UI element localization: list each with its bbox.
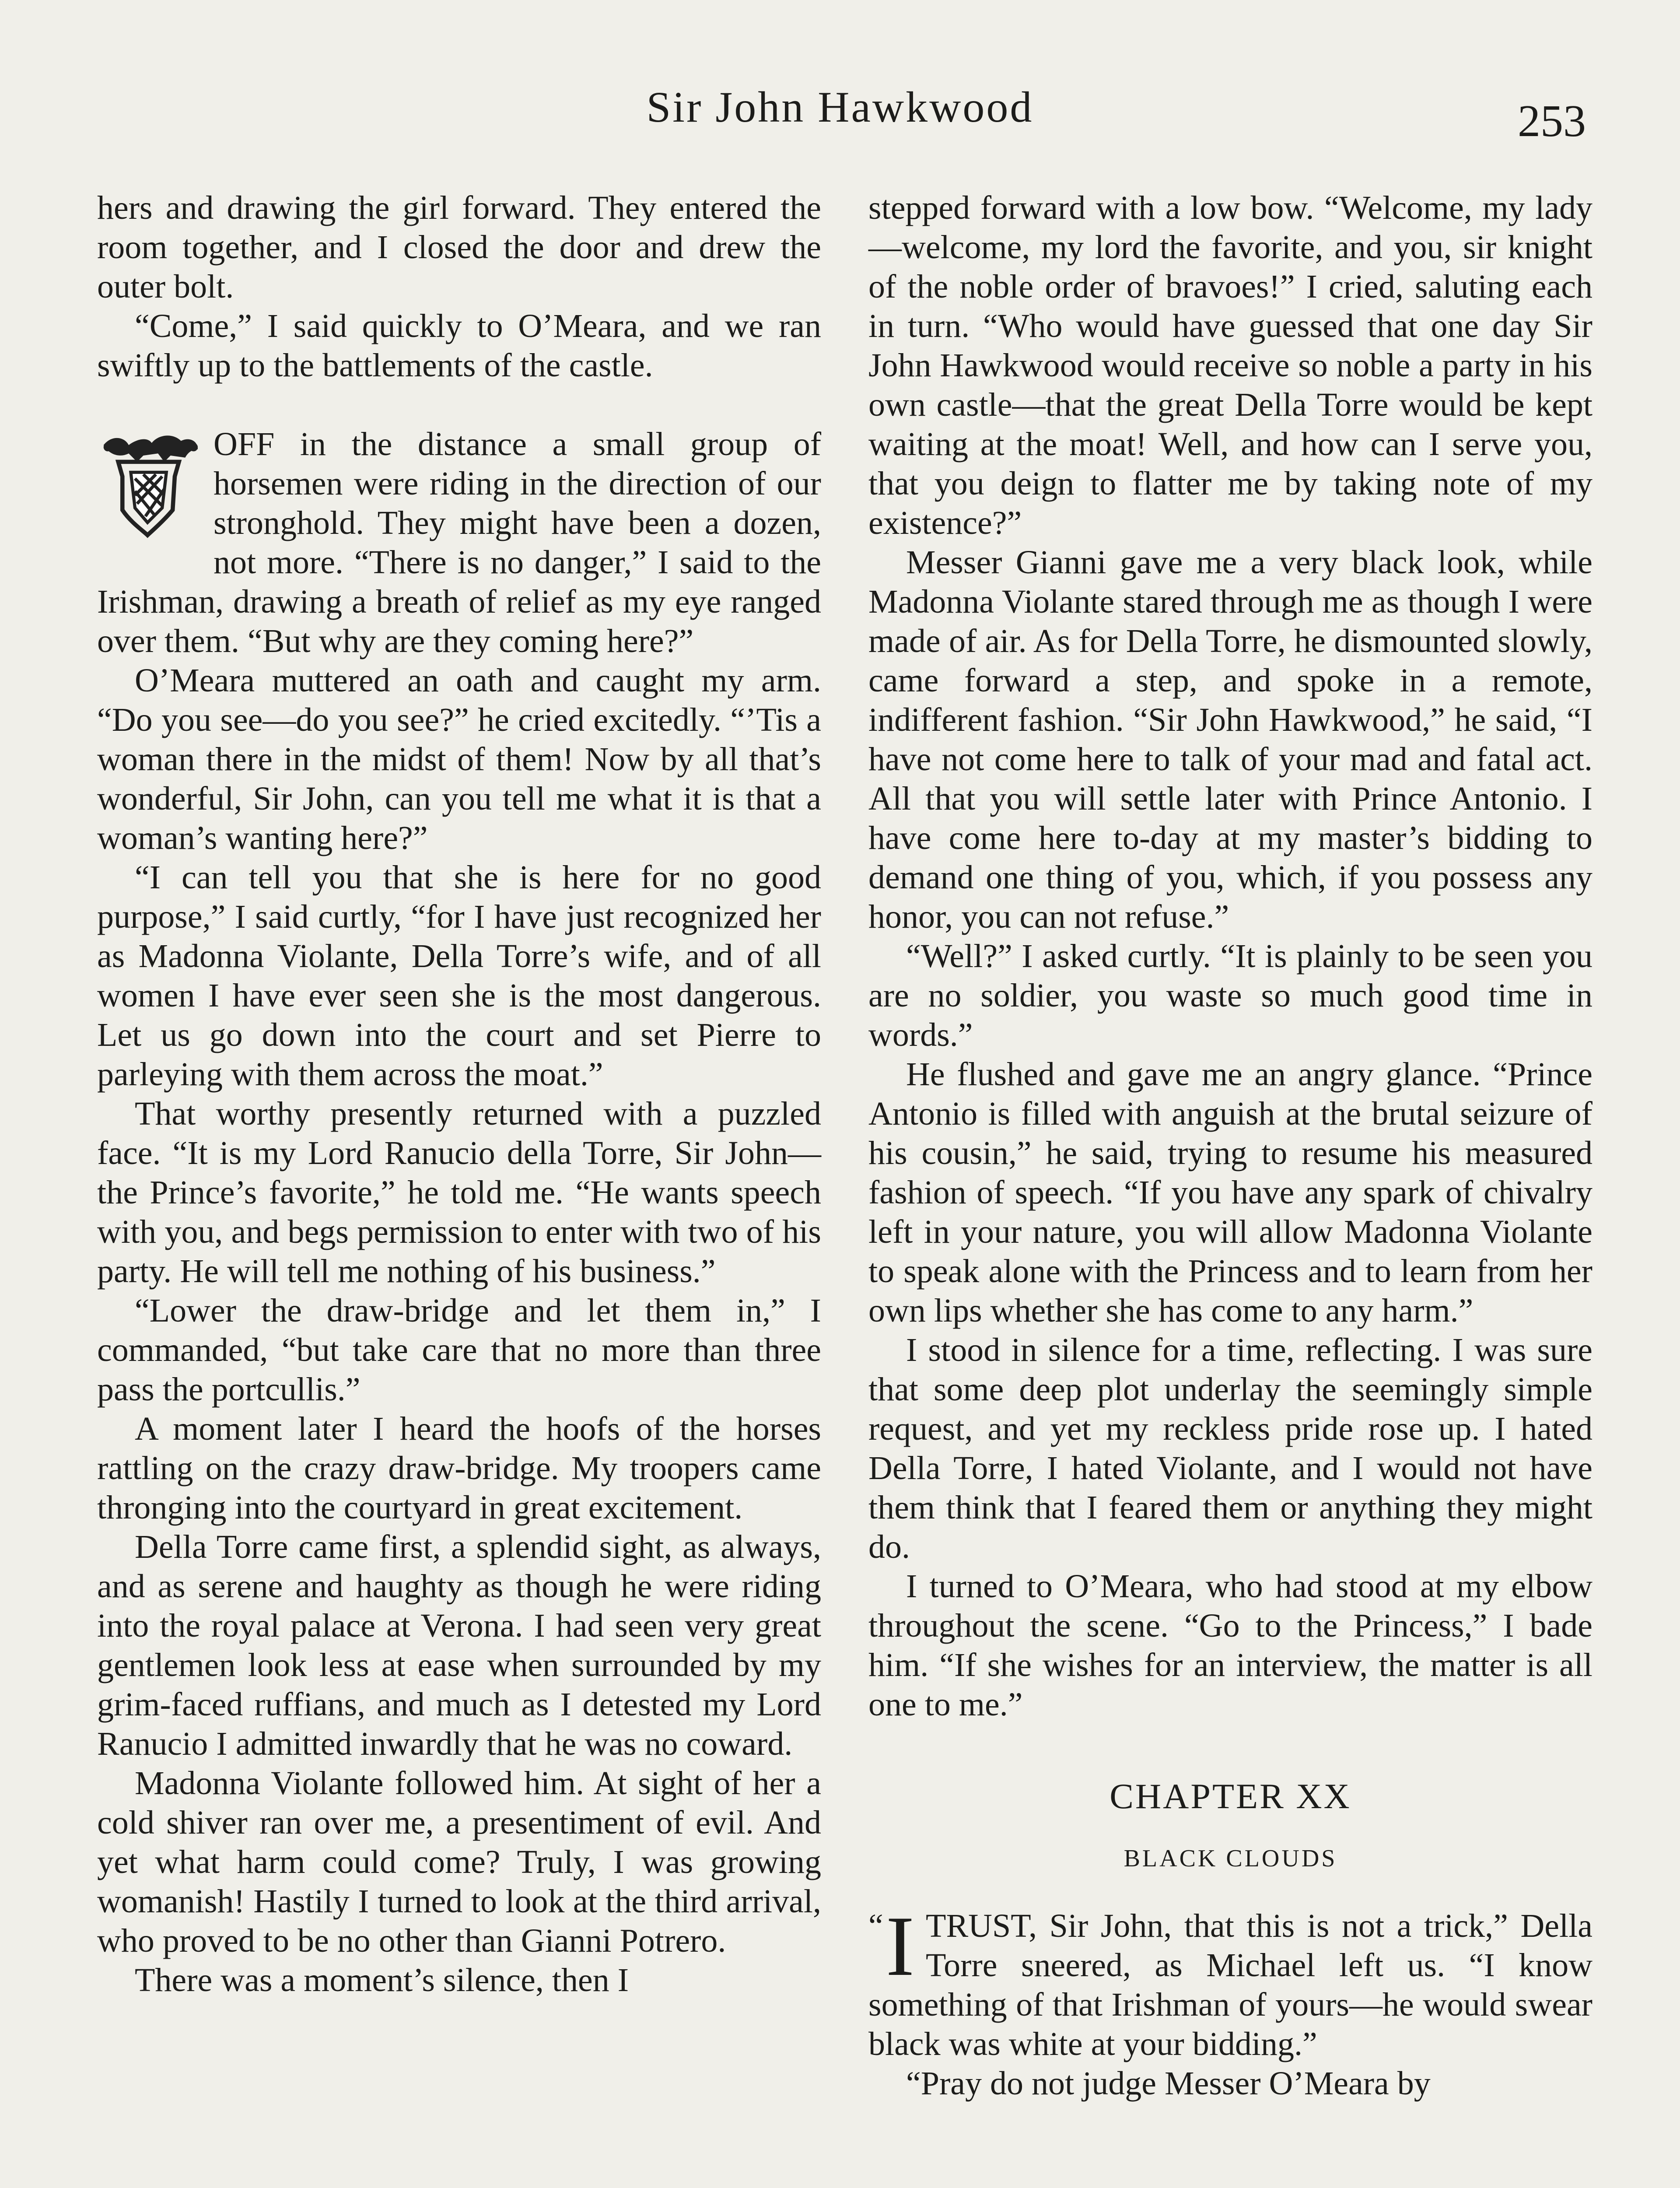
page-number: 253 [1518, 96, 1586, 146]
right-column [868, 188, 1592, 2103]
paragraph: “Pray do not judge Messer O’Meara by [906, 2065, 1431, 2102]
paragraph: That worthy presently returned with a puzzled face. “It is my Lord Ranucio della Torre, Sir John—the Prince’s favorite,” he told me. “He wants speech with you, and begs permission to enter with two of his party. He will tell me nothing of his business.” [97, 1095, 821, 1290]
paragraph-text: TRUST, Sir John, that this is not a trick,” Della Torre sneered, as Michael left us. “I know something of that Irishman of yours—he would swear black was white at your bidding.” [868, 1907, 1592, 2062]
paragraph: There was a moment’s silence, then I [135, 1962, 629, 1999]
paragraph: A moment later I heard the hoofs of the horses rattling on the crazy draw-bridge. My troopers came thronging into the courtyard in great excitement. [97, 1410, 821, 1526]
section-break [97, 385, 821, 424]
paragraph-text: OFF in the distance a small group of horsemen were riding in the direction of our stronghold. They might have been a dozen, not more. “There is no danger,” I said to the Irishman, drawing a breath of relief as my eye ranged over them. “But why are they coming here?” [97, 426, 821, 659]
paragraph: “Well?” I asked curtly. “It is plainly to be seen you are no soldier, you waste so much good time in words.” [868, 938, 1592, 1053]
paragraph: “Lower the draw-bridge and let them in,” I commanded, “but take care that no more than three pass the portcullis.” [97, 1292, 821, 1408]
paragraph: hers and drawing the girl forward. They entered the room together, and I closed the door and drew the outer bolt. [97, 189, 821, 305]
running-head-title: Sir John Hawkwood [646, 83, 1034, 131]
paragraph: Della Torre came first, a splendid sight, as always, and as serene and haughty as though he were riding into the royal palace at Verona. I had seen very great gentlemen look less at ease when surrounded by my grim-faced ruffians, and much as I detested my Lord Ranucio I admitted inwardly that he was no coward. [97, 1529, 821, 1762]
paragraph: I stood in silence for a time, reflecting. I was sure that some deep plot underlay the seemingly simple request, and yet my reckless pride rose up. I hated Della Torre, I hated Violante, and I would not have them think that I feared them or anything they might do. [868, 1332, 1592, 1565]
paragraph [97, 424, 821, 661]
paragraph: “I can tell you that she is here for no good purpose,” I said curtly, “for I have just recognized her as Madonna Violante, Della Torre’s wife, and of all women I have ever seen she is the most dangerous. Let us go down into the court and set Pierre to parleying with them across the moat.” [97, 859, 821, 1093]
paragraph: He flushed and gave me an angry glance. “Prince Antonio is filled with anguish at the brutal seizure of his cousin,” he said, trying to resume his measured fashion of speech. “If you have any spark of chivalry left in your nature, you will allow Madonna Violante to speak alone with the Princess and to learn from her own lips whether she has come to any harm.” [868, 1056, 1592, 1329]
chapter-subtitle: BLACK CLOUDS [1124, 1845, 1337, 1872]
paragraph [868, 1899, 1592, 2064]
drop-cap: I [886, 1899, 915, 1994]
paragraph: Madonna Violante followed him. At sight of her a cold shiver ran over me, a presentiment of evil. And yet what harm could come? Truly, I was growing womanish! Hastily I turned to look at the third arrival, who proved to be no other than Gianni Potrero. [97, 1765, 821, 1959]
left-column [97, 188, 821, 2000]
decorative-initial-ornament-icon [97, 426, 202, 543]
chapter-heading: CHAPTER XX [1110, 1776, 1351, 1816]
paragraph: stepped forward with a low bow. “Welcome, my lady—welcome, my lord the favorite, and you, sir knight of the noble order of bravoes!” I cried, saluting each in turn. “Who would have guessed that one day Sir John Hawkwood would receive so noble a party in his own castle—that the great Della Torre would be kept waiting at the moat! Well, and how can I serve you, that you deign to flatter me by taking note of my existence?” [868, 189, 1592, 541]
paragraph: I turned to O’Meara, who had stood at my elbow throughout the scene. “Go to the Princess,” I bade him. “If she wishes for an interview, the matter is all one to me.” [868, 1568, 1592, 1723]
paragraph: O’Meara muttered an oath and caught my arm. “Do you see—do you see?” he cried excitedly. “’Tis a woman there in the midst of them! Now by all that’s wonderful, Sir John, can you tell me what it is that a woman’s wanting here?” [97, 662, 821, 856]
open-quote: “ [868, 1907, 883, 1944]
paragraph: “Come,” I said quickly to O’Meara, and we ran swiftly up to the battlements of the castle. [97, 308, 821, 384]
paragraph: Messer Gianni gave me a very black look, while Madonna Violante stared through me as though I were made of air. As for Della Torre, he dismounted slowly, came forward a step, and spoke in a remote, indifferent fashion. “Sir John Hawkwood,” he said, “I have not come here to talk of your mad and fatal act. All that you will settle later with Prince Antonio. I have come here to-day at my master’s bidding to demand one thing of you, which, if you possess any honor, you can not refuse.” [868, 544, 1592, 935]
